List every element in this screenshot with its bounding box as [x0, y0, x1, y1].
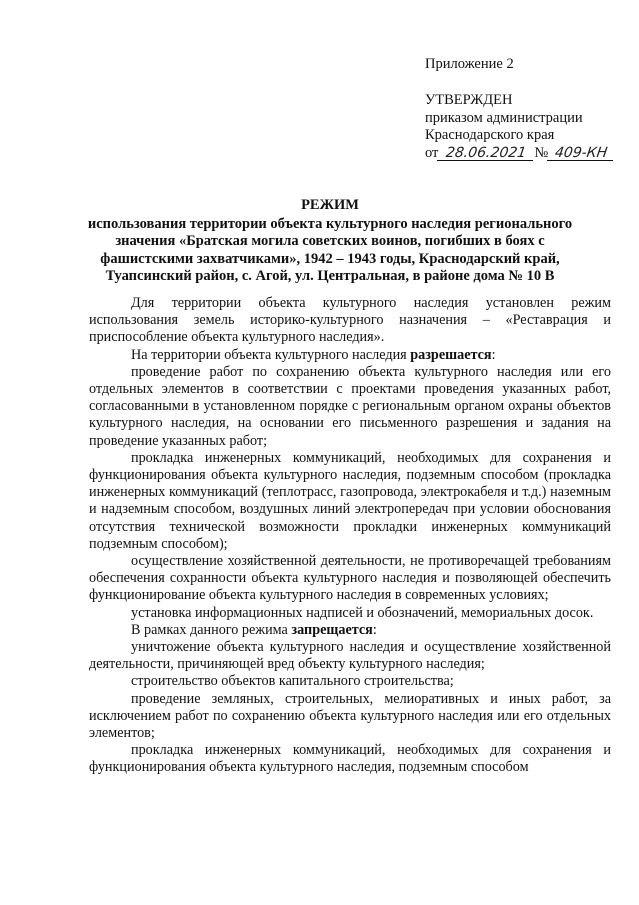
approval-block [425, 92, 630, 162]
document-title: РЕЖИМ [301, 197, 359, 213]
handwritten-date: 28.06.2021 [437, 146, 535, 161]
paragraph-6: установка информационных надписей и обозначений, мемориальных досок. [131, 604, 594, 621]
approval-date-line [425, 145, 630, 163]
paragraph-2 [89, 347, 611, 364]
document-heading [70, 197, 590, 286]
paragraph-8: уничтожение объекта культурного наследия и осуществление хозяйственной деятельности, причиняющей вред объекту культурного наследия; [89, 639, 611, 673]
date-prefix: от [425, 144, 439, 161]
number-prefix: № [534, 144, 549, 161]
paragraph-4: прокладка инженерных коммуникаций, необходимых для сохранения и функционирования объекта культурного наследия, подземным способом (прокладка инженерных коммуникаций (теплотрасс, газопровода, электрокабеля и т.д.) наземным и надземным способом, воздушных линий электропередач при условии обоснования отсутствия технической возможности прокладки инженерных коммуникаций подземным способом); [89, 449, 611, 552]
paragraph-10: проведение земляных, строительных, мелиоративных и иных работ, за исключением работ по сохранению объекта культурного наследия или его отдельных элементов; [89, 690, 611, 742]
paragraph-2-bold: разрешается [410, 346, 492, 363]
document-body [89, 295, 611, 777]
approval-line-2: Краснодарского края [425, 127, 555, 143]
paragraph-7-tail: : [372, 621, 377, 638]
approval-line-1: приказом администрации [425, 109, 583, 126]
appendix-label: Приложение 2 [425, 56, 514, 72]
approval-title: УТВЕРЖДЕН [425, 92, 513, 108]
document-subtitle: использования территории объекта культурного наследия регионального значения «Братская могила советских воинов, погибших в боях с фашистскими захватчиками», 1942 – 1943 годы, Краснодарский край, Туапсинский район, с. Агой, ул. Центральная, в районе дома № 10 В [87, 215, 573, 284]
paragraph-9: строительство объектов капитального строительства; [131, 673, 454, 690]
paragraph-7-bold: запрещается [291, 621, 373, 638]
paragraph-11: прокладка инженерных коммуникаций, необходимых для сохранения и функционирования объекта культурного наследия, подземным способом [89, 742, 611, 776]
paragraph-5: осуществление хозяйственной деятельности, не противоречащей требованиям обеспечения сохранности объекта культурного наследия и позволяющей обеспечить функционирование объекта культурного наследия в современных условиях; [89, 553, 611, 604]
handwritten-number: 409-КН [547, 146, 615, 161]
paragraph-1: Для территории объекта культурного наследия установлен режим использования земель историко-культурного назначения – «Реставрация и приспособление объекта культурного наследия». [89, 295, 611, 346]
paragraph-7 [89, 622, 611, 639]
paragraph-2-tail: : [491, 346, 496, 363]
paragraph-3: проведение работ по сохранению объекта культурного наследия или его отдельных элементов в соответствии с проектами проведения указанных работ, согласованными в установленном порядке с региональным органом охраны объектов культурного наследия, на основании его письменного разрешения и задания на проведение указанных работ; [89, 363, 611, 449]
paragraph-2-lead: На территории объекта культурного наследия [131, 346, 411, 363]
paragraph-7-lead: В рамках данного режима [131, 621, 292, 638]
